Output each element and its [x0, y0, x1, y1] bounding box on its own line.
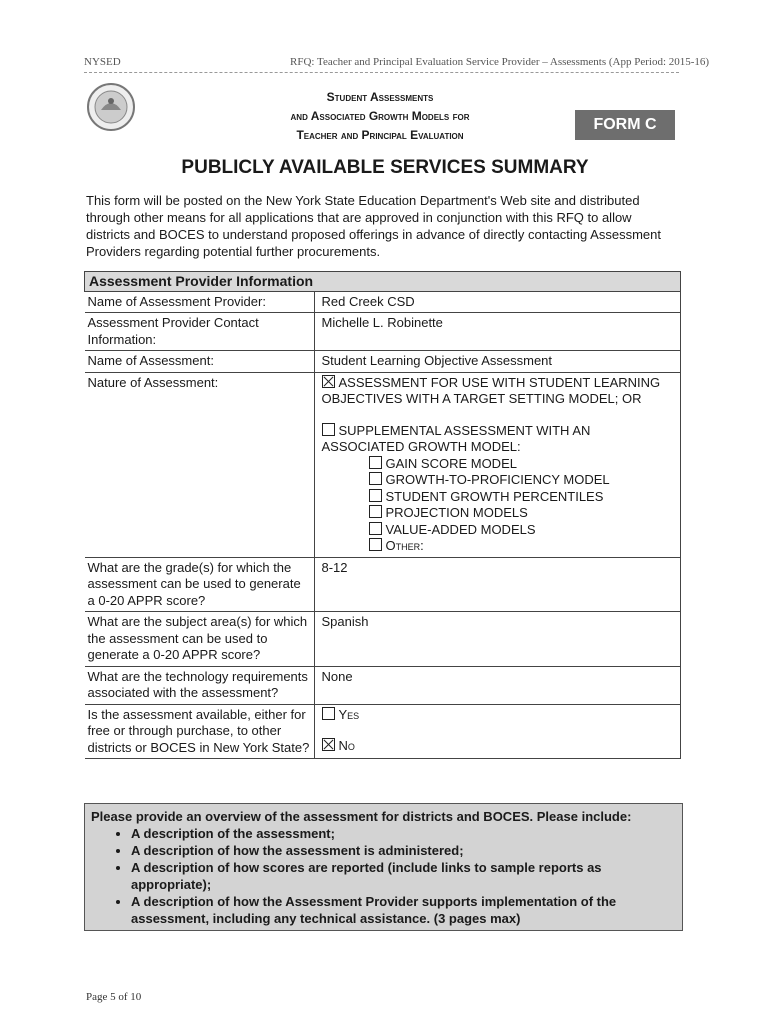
- subject-label: What are the subject area(s) for which the assessment can be used to generate a 0-20 APPR score?: [85, 612, 315, 667]
- provider-info-table: [84, 271, 681, 759]
- nature-options: [314, 372, 681, 557]
- availability-label: Is the assessment available, either for free or through purchase, to other districts or BOCES in New York State?: [85, 704, 315, 759]
- checkbox-other[interactable]: [369, 538, 382, 551]
- growth-model-proficiency: GROWTH-TO-PROFICIENCY MODEL: [385, 472, 610, 487]
- section-title: Assessment Provider Information: [85, 272, 681, 292]
- overview-box: [84, 803, 683, 931]
- heading-line-2: and Associated Growth Models for: [290, 109, 470, 123]
- availability-yes: Yes: [338, 706, 360, 722]
- growth-model-value-added: VALUE-ADDED MODELS: [385, 521, 536, 537]
- checkbox-yes[interactable]: [322, 707, 335, 720]
- overview-item: • A description of how scores are reported (include links to sample reports as appropriate);: [131, 859, 676, 893]
- contact-value[interactable]: Michelle L. Robinette: [314, 313, 681, 351]
- page-title: PUBLICLY AVAILABLE SERVICES SUMMARY: [181, 157, 589, 178]
- overview-item: • A description of how the Assessment Provider supports implementation of the assessment, including any technical assistance. (3 pages max): [131, 893, 676, 927]
- grades-label: What are the grade(s) for which the assessment can be used to generate a 0-20 APPR score?: [85, 557, 315, 612]
- growth-model-other: Other:: [385, 538, 424, 553]
- page-number: Page 5 of 10: [86, 991, 142, 1003]
- grades-value[interactable]: 8-12: [314, 557, 681, 612]
- checkbox-no-checked[interactable]: [322, 738, 335, 751]
- heading-line-1: Student Assessments: [326, 90, 434, 104]
- header-right: RFQ: Teacher and Principal Evaluation Service Provider – Assessments (App Period: 2015-16): [290, 56, 710, 68]
- provider-name-value[interactable]: Red Creek CSD: [314, 291, 681, 313]
- checkbox-supplemental[interactable]: [322, 423, 335, 436]
- growth-model-sgp: STUDENT GROWTH PERCENTILES: [385, 488, 604, 504]
- intro-text: This form will be posted on the New York State Education Department's Web site and distributed through other means for all applications that are approved in conjunction with this RFQ to allow districts and BOCES to understand proposed offerings in advance of directly contacting Assessment Providers regarding potential further procurements.: [86, 193, 661, 259]
- overview-prompt: Please provide an overview of the assessment for districts and BOCES. Please include:: [91, 809, 632, 824]
- growth-model-projection: PROJECTION MODELS: [385, 505, 528, 520]
- nature-option-supplemental: SUPPLEMENTAL ASSESSMENT WITH AN ASSOCIATED GROWTH MODEL:: [321, 422, 591, 454]
- provider-name-label: Name of Assessment Provider:: [85, 291, 315, 313]
- nature-label: Nature of Assessment:: [85, 372, 315, 557]
- contact-label: Assessment Provider Contact Information:: [85, 313, 315, 351]
- availability-no: No: [338, 738, 355, 753]
- checkbox-sgp[interactable]: [369, 489, 382, 502]
- form-badge: FORM C: [575, 110, 675, 140]
- tech-label: What are the technology requirements associated with the assessment?: [85, 666, 315, 704]
- growth-model-gain-score: GAIN SCORE MODEL: [385, 455, 517, 471]
- checkbox-projection[interactable]: [369, 505, 382, 518]
- nature-option-slo: ASSESSMENT FOR USE WITH STUDENT LEARNING OBJECTIVES WITH A TARGET SETTING MODEL; OR: [321, 374, 661, 406]
- header-left: NYSED: [84, 56, 121, 68]
- overview-list: [91, 825, 676, 927]
- assessment-name-label: Name of Assessment:: [85, 351, 315, 373]
- checkbox-slo-checked[interactable]: [322, 375, 335, 388]
- header-rule: [84, 72, 679, 73]
- checkbox-growth-to-proficiency[interactable]: [369, 472, 382, 485]
- availability-options: [314, 704, 681, 759]
- tech-value[interactable]: None: [314, 666, 681, 704]
- overview-item: • A description of the assessment;: [131, 825, 676, 842]
- overview-item: • A description of how the assessment is administered;: [131, 842, 676, 859]
- checkbox-value-added[interactable]: [369, 522, 382, 535]
- nys-seal-icon: [86, 82, 136, 132]
- heading-line-3: Teacher and Principal Evaluation: [296, 128, 464, 142]
- checkbox-gain-score[interactable]: [369, 456, 382, 469]
- assessment-name-value[interactable]: Student Learning Objective Assessment: [314, 351, 681, 373]
- subject-value[interactable]: Spanish: [314, 612, 681, 667]
- form-heading: [230, 88, 530, 145]
